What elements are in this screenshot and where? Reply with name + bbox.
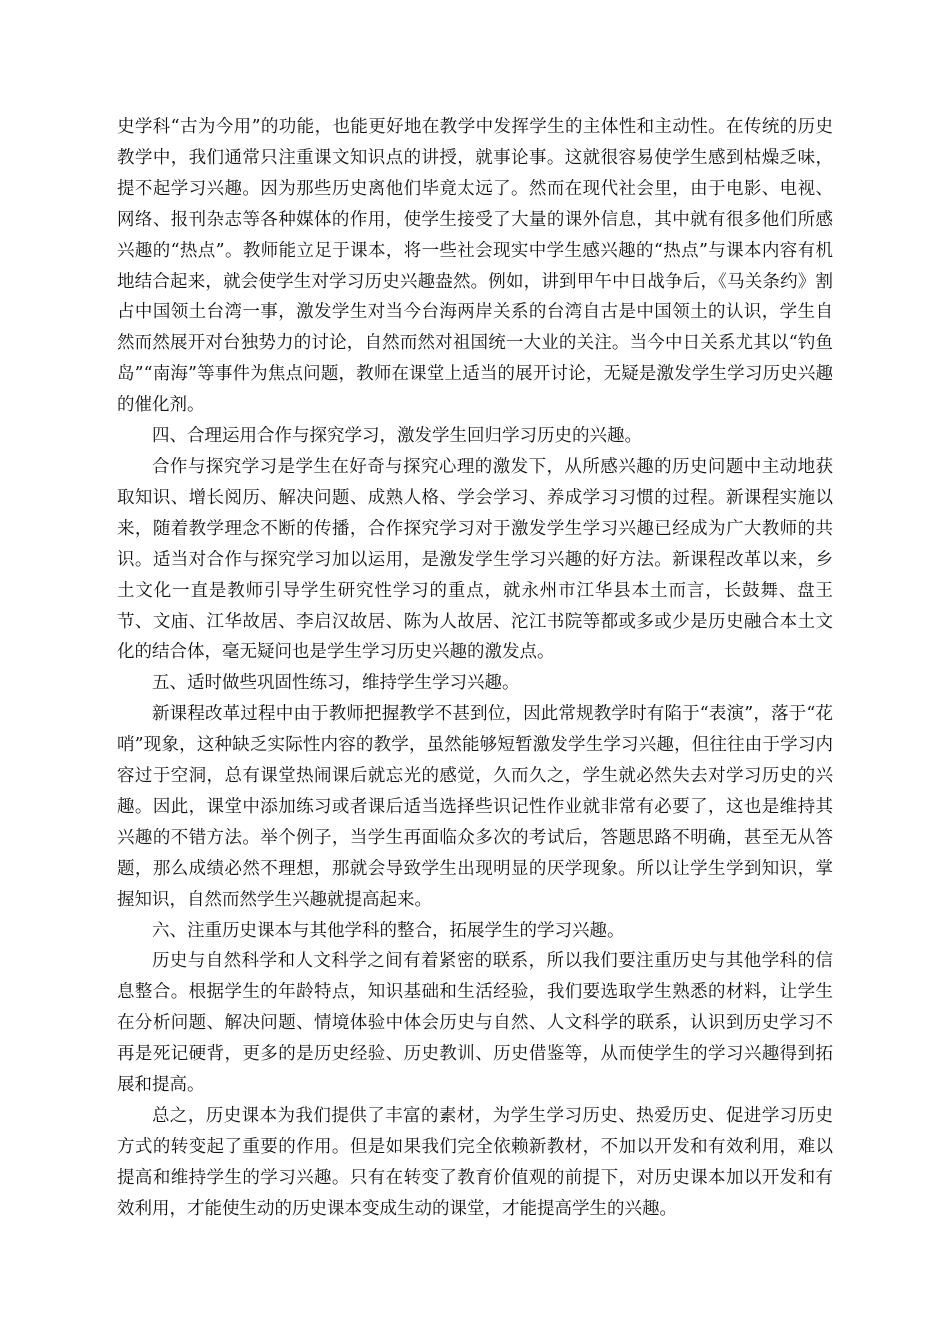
section-heading-6: 六、注重历史课本与其他学科的整合，拓展学生的学习兴趣。 xyxy=(152,920,625,941)
paragraph-continued-intro: 史学科“古为今用”的功能，也能更好地在教学中发挥学生的主体性和主动性。在传统的历史教学中，我们通常只注重课文知识点的讲授，就事论事。这就很容易使学生感到枯燥乏味，提不起学习兴趣。因为那些历史离他们毕竟太远了。然而在现代社会里，由于电影、电视、网络、报刊杂志等各种媒体的作用，使学生接受了大量的课外信息，其中就有很多他们所感兴趣的“热点”。教师能立足于课本，将一些社会现实中学生感兴趣的“热点”与课本内容有机地结合起来，就会使学生对学习历史兴趣盎然。例如，讲到甲午中日战争后，《马关条约》割占中国领土台湾一事，激发学生对当今台海两岸关系的台湾自古是中国领土的认识，学生自然而然展开对台独势力的讨论，自然而然对祖国统一大业的关注。当今中日关系尤其以“钓鱼岛”“南海”等事件为焦点问题，教师在课堂上适当的展开讨论，无疑是激发学生学习历史兴趣的催化剂。 xyxy=(117,117,833,416)
document-body xyxy=(117,112,833,1225)
paragraph-practice: 新课程改革过程中由于教师把握教学不甚到位，因此常规教学时有陷于“表演”，落于“花哨”现象，这种缺乏实际性内容的教学，虽然能够短暂激发学生学习兴趣，但往往由于学习内容过于空洞，总有课堂热闹课后就忘光的感觉，久而久之，学生就必然失去对学习历史的兴趣。因此，课堂中添加练习或者课后适当选择些识记性作业就非常有必要了，这也是维持其兴趣的不错方法。举个例子，当学生再面临众多次的考试后，答题思路不明确，甚至无从答题，那么成绩必然不理想，那就会导致学生出现明显的厌学现象。所以让学生学到知识，掌握知识，自然而然学生兴趣就提高起来。 xyxy=(117,704,833,910)
paragraph-conclusion: 总之，历史课本为我们提供了丰富的素材，为学生学习历史、热爱历史、促进学习历史方式的转变起了重要的作用。但是如果我们完全依赖新教材，不加以开发和有效利用，难以提高和维持学生的学习兴趣。只有在转变了教育价值观的前提下，对历史课本加以开发和有效利用，才能使生动的历史课本变成生动的课堂，才能提高学生的兴趣。 xyxy=(117,1106,833,1219)
section-heading-5: 五、适时做些巩固性练习，维持学生学习兴趣。 xyxy=(152,673,520,694)
paragraph-cooperative-learning: 合作与探究学习是学生在好奇与探究心理的激发下，从所感兴趣的历史问题中主动地获取知识、增长阅历、解决问题、成熟人格、学会学习、养成学习习惯的过程。新课程实施以来，随着教学理念不断的传播，合作探究学习对于激发学生学习兴趣已经成为广大教师的共识。适当对合作与探究学习加以运用，是激发学生学习兴趣的好方法。新课程改革以来，乡土文化一直是教师引导学生研究性学习的重点，就永州市江华县本土而言，长鼓舞、盘王节、文庙、江华故居、李启汉故居、陈为人故居、沱江书院等都或多或少是历史融合本土文化的结合体，毫无疑问也是学生学习历史兴趣的激发点。 xyxy=(117,456,833,663)
section-heading-4: 四、合理运用合作与探究学习，激发学生回归学习历史的兴趣。 xyxy=(152,426,642,447)
paragraph-integration: 历史与自然科学和人文科学之间有着紧密的联系，所以我们要注重历史与其他学科的信息整合。根据学生的年龄特点，知识基础和生活经验，我们要选取学生熟悉的材料，让学生在分析问题、解决问题、情境体验中体会历史与自然、人文科学的联系，认识到历史学习不再是死记硬背，更多的是历史经验、历史教训、历史借鉴等，从而使学生的学习兴趣得到拓展和提高。 xyxy=(117,951,833,1096)
